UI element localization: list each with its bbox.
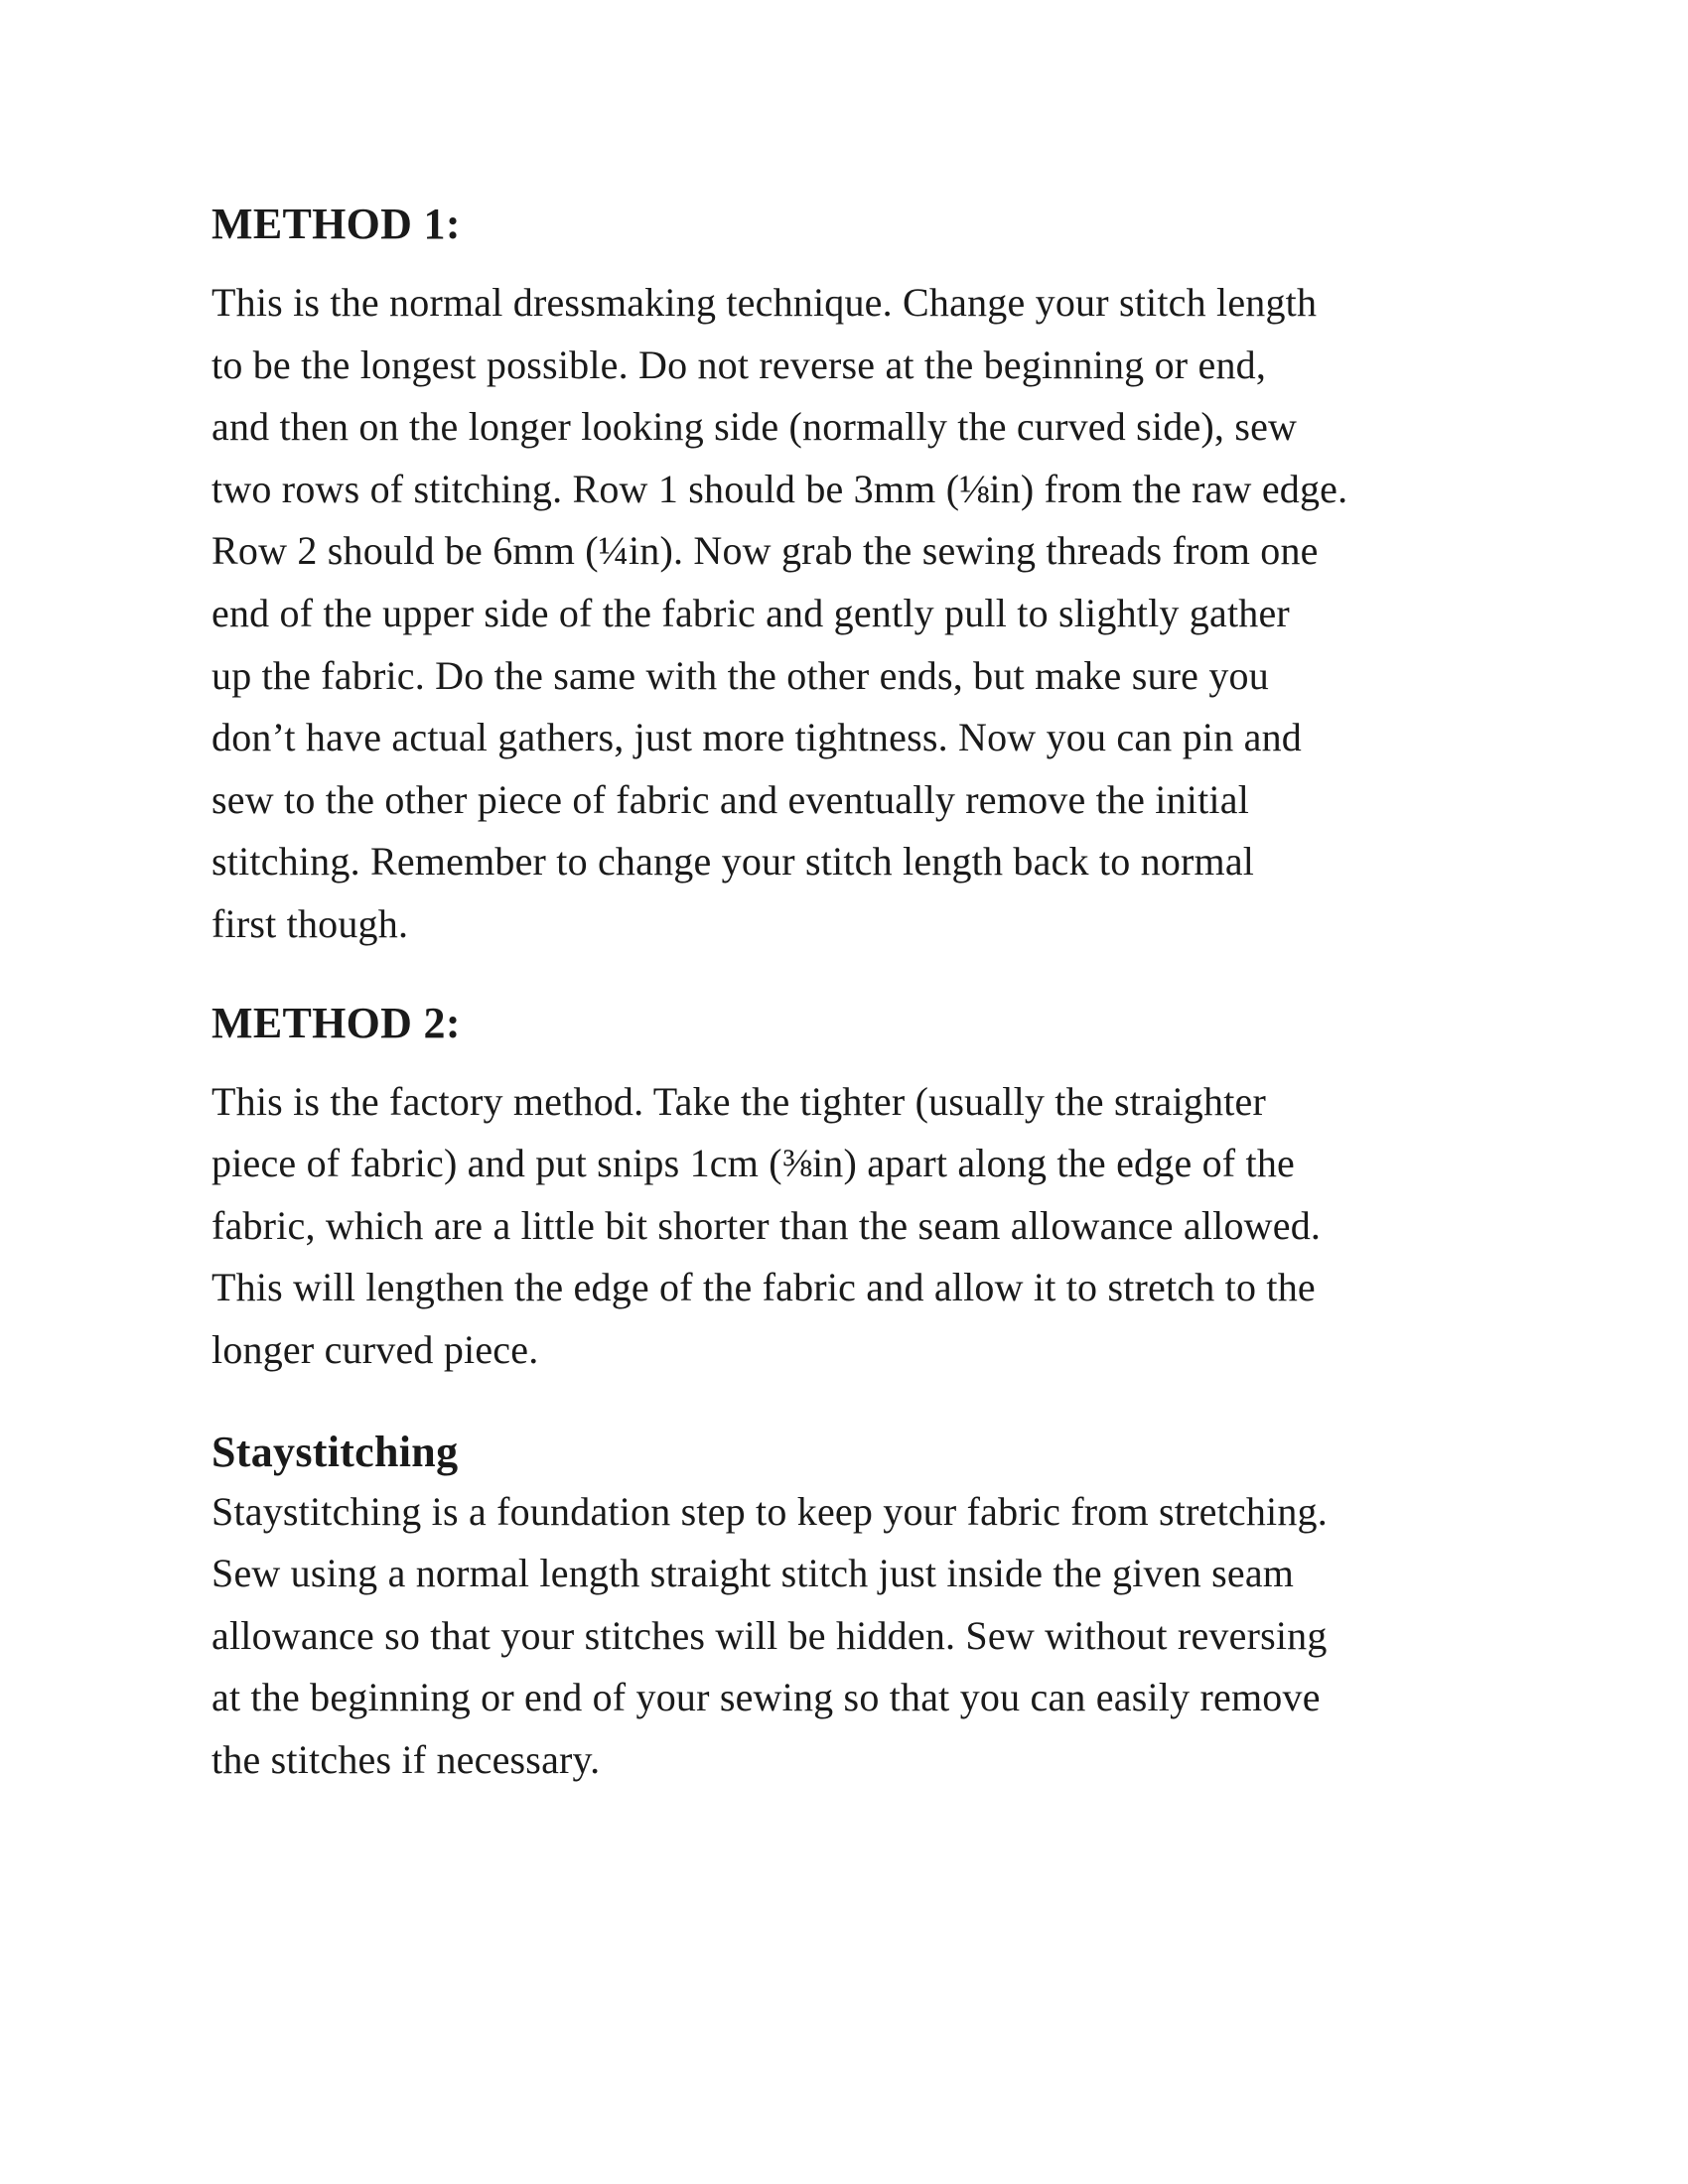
text-line: Staystitching is a foundation step to keep your fabric from stretching. xyxy=(211,1488,1328,1534)
text-line: and then on the longer looking side (normally the curved side), sew xyxy=(211,404,1298,450)
text-line: piece of fabric) and put snips 1cm (⅜in) apart along the edge of the xyxy=(211,1141,1295,1186)
document-page xyxy=(211,195,1502,1791)
text-line: sew to the other piece of fabric and eventually remove the initial xyxy=(211,776,1250,822)
text-line: This is the normal dressmaking technique. Change your stitch length xyxy=(211,280,1318,325)
text-line: fabric, which are a little bit shorter than the seam allowance allowed. xyxy=(211,1202,1322,1248)
method-2-paragraph xyxy=(211,1071,1502,1382)
text-line: to be the longest possible. Do not reverse at the beginning or end, xyxy=(211,341,1267,387)
text-line: Sew using a normal length straight stitch just inside the given seam xyxy=(211,1551,1295,1596)
text-line: Row 2 should be 6mm (¼in). Now grab the sewing threads from one xyxy=(211,528,1319,574)
method-2-heading: METHOD 2: xyxy=(211,998,461,1047)
text-line: two rows of stitching. Row 1 should be 3mm (⅛in) from the raw edge. xyxy=(211,466,1348,511)
text-line: don’t have actual gathers, just more tightness. Now you can pin and xyxy=(211,715,1302,760)
text-line: This is the factory method. Take the tighter (usually the straighter xyxy=(211,1078,1266,1124)
staystitching-heading: Staystitching xyxy=(211,1427,459,1476)
text-line: the stitches if necessary. xyxy=(211,1736,601,1782)
text-line: up the fabric. Do the same with the other ends, but make sure you xyxy=(211,652,1269,698)
text-line: first though. xyxy=(211,900,409,946)
text-line: end of the upper side of the fabric and gently pull to slightly gather xyxy=(211,590,1290,635)
text-line: longer curved piece. xyxy=(211,1326,539,1372)
text-line: stitching. Remember to change your stitch length back to normal xyxy=(211,839,1255,885)
text-line: This will lengthen the edge of the fabric and allow it to stretch to the xyxy=(211,1265,1316,1310)
staystitching-paragraph xyxy=(211,1481,1502,1792)
method-1-heading: METHOD 1: xyxy=(211,200,461,248)
text-line: at the beginning or end of your sewing so that you can easily remove xyxy=(211,1675,1321,1720)
text-line: allowance so that your stitches will be hidden. Sew without reversing xyxy=(211,1612,1328,1658)
method-1-paragraph xyxy=(211,272,1502,956)
